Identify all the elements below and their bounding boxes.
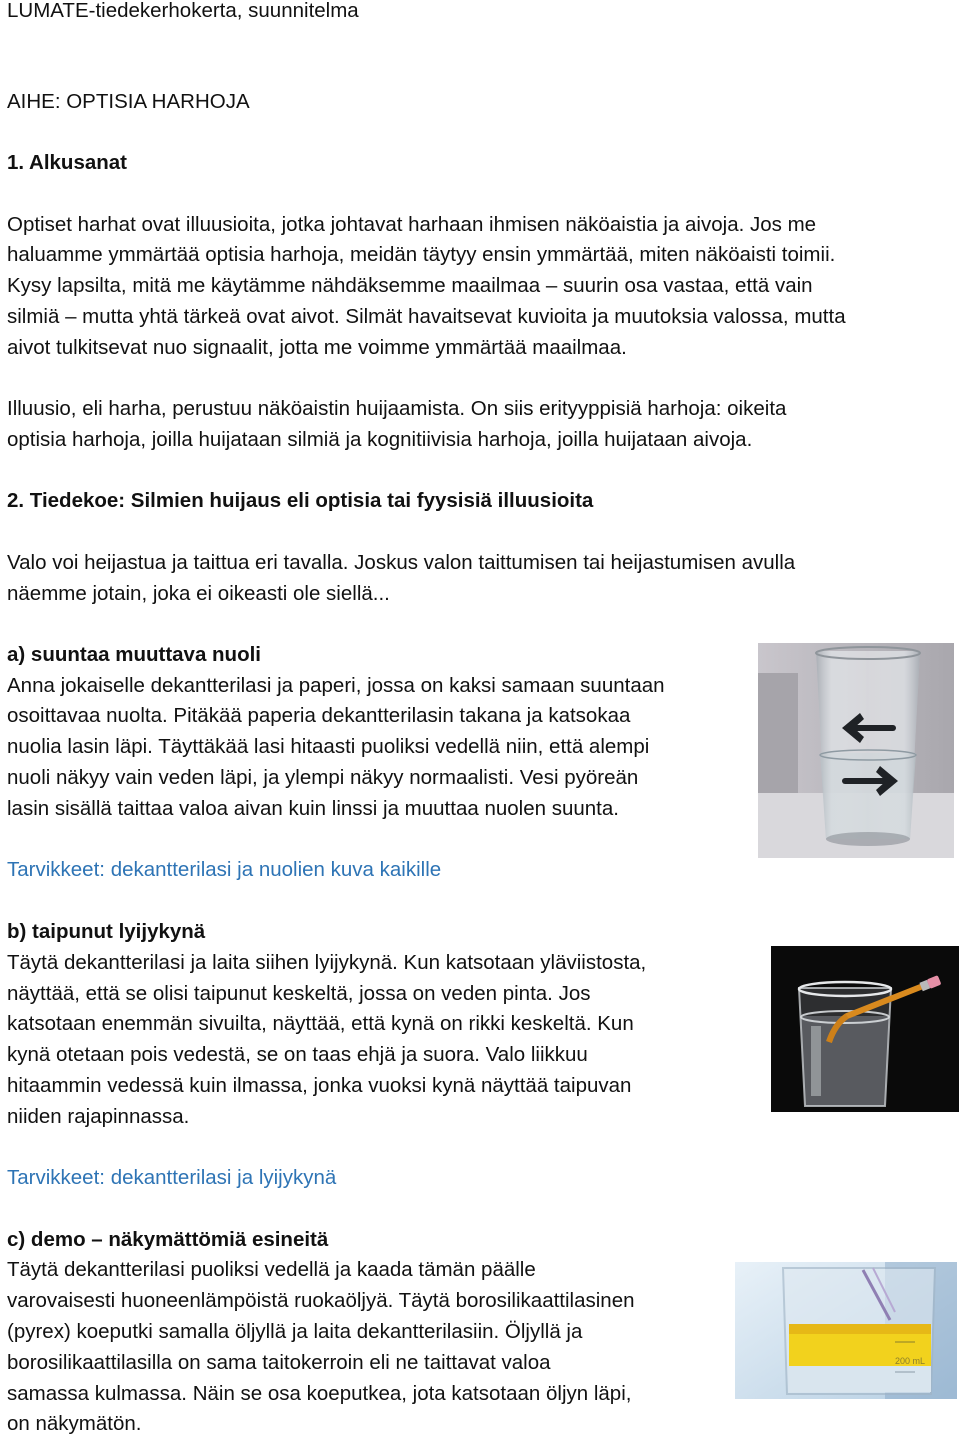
paragraph-line: varovaisesti huoneenlämpöistä ruokaöljyä. Täytä borosilikaattilasinen [7, 1289, 635, 1312]
paragraph-line: Kysy lapsilta, mitä me käytämme nähdäksemme maailmaa – suurin osa vastaa, että vain [7, 274, 813, 297]
experiment-c-heading: c) demo – näkymättömiä esineitä [7, 1228, 329, 1251]
supplies-text: dekantterilasi ja lyijykynä [110, 1166, 337, 1189]
paragraph-line: niiden rajapinnassa. [7, 1105, 190, 1128]
paragraph-line: näyttää, että se olisi taipunut keskeltä, jossa on veden pinta. Jos [7, 982, 591, 1005]
topic-heading: AIHE: OPTISIA HARHOJA [7, 90, 250, 113]
paragraph-line: Täytä dekantterilasi puoliksi vedellä ja kaada tämän päälle [7, 1258, 536, 1281]
paragraph-line: nuolia lasin läpi. Täyttäkää lasi hitaasti puoliksi vedellä niin, että alempi [7, 735, 650, 758]
supplies-label: Tarvikkeet: [7, 858, 105, 881]
paragraph-line: hitaammin vedessä kuin ilmassa, jonka vuoksi kynä näyttää taipuvan [7, 1074, 632, 1097]
paragraph-line: haluamme ymmärtää optisia harhoja, meidän täytyy ensin ymmärtää, miten näköaisti toimii. [7, 243, 836, 266]
paragraph-line: lasin sisällä taittaa valoa aivan kuin linssi ja muuttaa nuolen suunta. [7, 797, 619, 820]
paragraph-line: on näkymätön. [7, 1412, 142, 1435]
glass-with-pencil-photo [771, 946, 959, 1112]
glass-with-arrows-photo [758, 643, 954, 858]
supplies-text: dekantterilasi ja nuolien kuva kaikille [110, 858, 442, 881]
supplies-line-a [7, 856, 441, 884]
paragraph-line: (pyrex) koeputki samalla öljyllä ja laita dekantterilasiin. Öljyllä ja [7, 1320, 583, 1343]
document-title: LUMATE-tiedekerhokerta, suunnitelma [7, 0, 359, 22]
paragraph-line: optisia harhoja, joilla huijataan silmiä ja kognitiivisia harhoja, joilla huijataan aivoja. [7, 428, 753, 451]
paragraph-line: Illuusio, eli harha, perustuu näköaistin huijaamista. On siis erityyppisiä harhoja: oikeita [7, 397, 787, 420]
paragraph-line: kynä otetaan pois vedestä, se on taas ehjä ja suora. Valo liikkuu [7, 1043, 588, 1066]
paragraph-line: samassa kulmassa. Näin se osa koeputkea, jota katsotaan öljyn läpi, [7, 1382, 632, 1405]
paragraph-line: silmiä – mutta yhtä tärkeä ovat aivot. Silmät havaitsevat kuvioita ja muutoksia valossa, mutta [7, 305, 846, 328]
experiment-b-heading: b) taipunut lyijykynä [7, 920, 206, 943]
paragraph-line: Valo voi heijastua ja taittua eri tavalla. Joskus valon taittumisen tai heijastumisen avulla [7, 551, 796, 574]
paragraph-line: aivot tulkitsevat nuo signaalit, jotta me voimme ymmärtää maailmaa. [7, 336, 627, 359]
supplies-label: Tarvikkeet: [7, 1166, 105, 1189]
paragraph-line: Täytä dekantterilasi ja laita siihen lyijykynä. Kun katsotaan yläviistosta, [7, 951, 647, 974]
supplies-line-b [7, 1164, 336, 1192]
paragraph-line: osoittavaa nuolta. Pitäkää paperia dekantterilasin takana ja katsokaa [7, 704, 631, 727]
paragraph-line: katsotaan enemmän sivuilta, näyttää, että kynä on rikki keskeltä. Kun [7, 1012, 634, 1035]
paragraph-line: Optiset harhat ovat illuusioita, jotka johtavat harhaan ihmisen näköaistia ja aivoja. Jos me [7, 213, 817, 236]
paragraph-line: Anna jokaiselle dekantterilasi ja paperi, jossa on kaksi samaan suuntaan [7, 674, 665, 697]
beaker-with-oil-photo [735, 1262, 957, 1399]
paragraph-line: nuoli näkyy vain veden läpi, ja ylempi näkyy normaalisti. Vesi pyöreän [7, 766, 639, 789]
experiment-a-heading: a) suuntaa muuttava nuoli [7, 643, 261, 666]
section-1-heading: 1. Alkusanat [7, 151, 128, 174]
section-2-heading: 2. Tiedekoe: Silmien huijaus eli optisia tai fyysisiä illuusioita [7, 489, 594, 512]
beaker-marking-text: 200 mL [895, 1356, 926, 1366]
paragraph-line: borosilikaattilasilla on sama taitokerroin eli ne taittavat valoa [7, 1351, 551, 1374]
paragraph-line: näemme jotain, joka ei oikeasti ole siellä... [7, 582, 390, 605]
